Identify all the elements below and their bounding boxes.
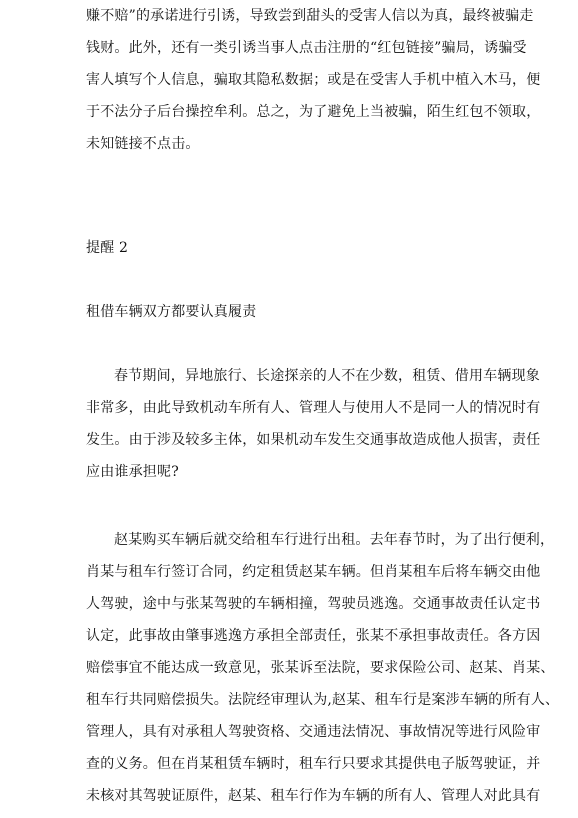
text-line: 赔偿事宜不能达成一致意见，张某诉至法院，要求保险公司、赵某、肖某、	[86, 660, 555, 676]
text-line: 害人填写个人信息，骗取其隐私数据；或是在受害人手机中植入木马，便	[86, 72, 541, 88]
text-line: 非常多，由此导致机动车所有人、管理人与使用人不是同一人的情况时有	[86, 400, 541, 416]
text-line: 春节期间，异地旅行、长途探亲的人不在少数，租赁、借用车辆现象	[114, 368, 540, 384]
text-line: 未核对其驾驶证原件，赵某、租车行作为车辆的所有人、管理人对此具有	[86, 788, 541, 804]
text-line: 管理人，具有对承租人驾驶资格、交通违法情况、事故情况等进行风险审	[86, 724, 541, 740]
text-line: 应由谁承担呢?	[86, 464, 179, 480]
text-line: 查的义务。但在肖某租赁车辆时，租车行只要求其提供电子版驾驶证，并	[86, 756, 541, 772]
section-title: 租借车辆双方都要认真履责	[86, 304, 257, 320]
text-line: 发生。由于涉及较多主体，如果机动车发生交通事故造成他人损害，责任	[86, 432, 541, 448]
reminder-label: 提醒 2	[86, 240, 129, 256]
text-line: 租车行共同赔偿损失。法院经审理认为,赵某、租车行是案涉车辆的所有人、	[86, 692, 560, 708]
text-line: 未知链接不点击。	[86, 136, 200, 152]
text-line: 于不法分子后台操控牟利。总之，为了避免上当被骗，陌生红包不领取，	[86, 104, 541, 120]
text-line: 认定，此事故由肇事逃逸方承担全部责任，张某不承担事故责任。各方因	[86, 628, 541, 644]
text-line: 肖某与租车行签订合同，约定租赁赵某车辆。但肖某租车后将车辆交由他	[86, 564, 541, 580]
text-line: 赚不赔”的承诺进行引诱，导致尝到甜头的受害人信以为真，最终被骗走	[86, 8, 534, 24]
text-line: 钱财。此外，还有一类引诱当事人点击注册的“红包链接”骗局，诱骗受	[86, 40, 527, 56]
text-line: 赵某购买车辆后就交给租车行进行出租。去年春节时，为了出行便利，	[114, 532, 555, 548]
text-line: 人驾驶，途中与张某驾驶的车辆相撞，驾驶员逃逸。交通事故责任认定书	[86, 596, 541, 612]
